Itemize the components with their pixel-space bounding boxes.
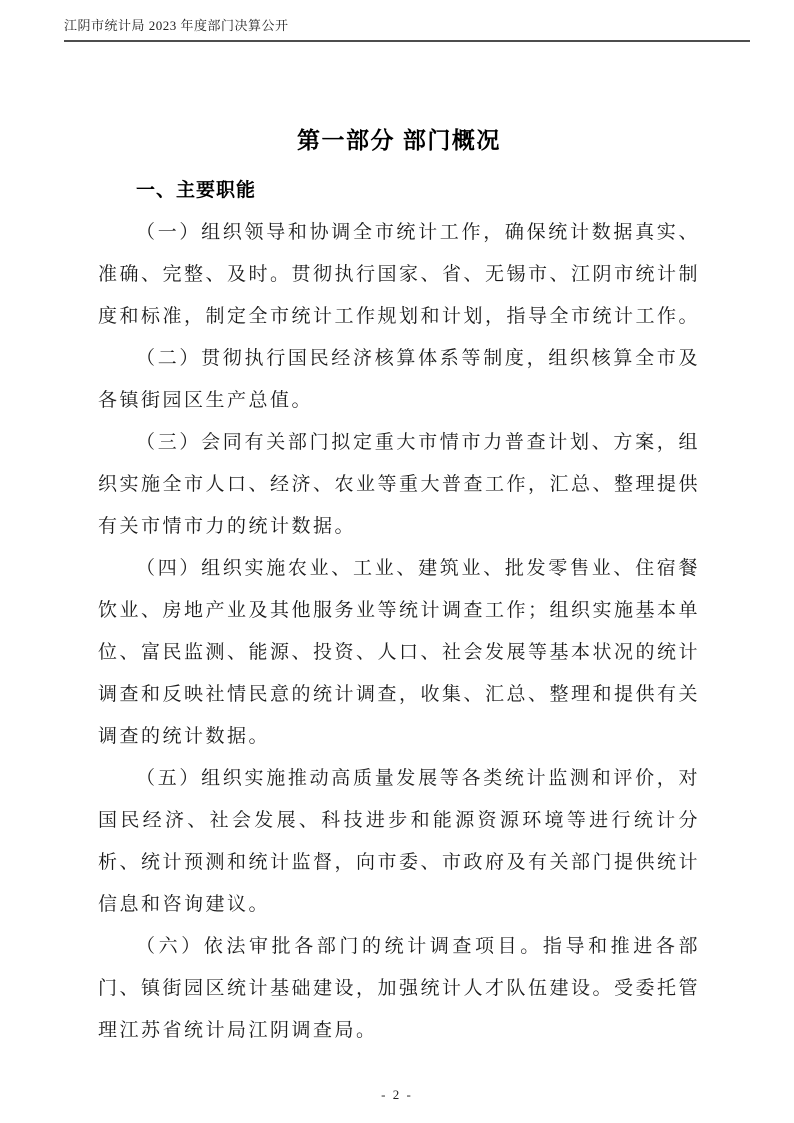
paragraph-6: （六）依法审批各部门的统计调查项目。指导和推进各部门、镇街园区统计基础建设，加强统计人才队伍建设。受委托管理江苏省统计局江阴调查局。 [98,936,701,1041]
page-header [64,16,750,42]
paragraph-1: （一）组织领导和协调全市统计工作，确保统计数据真实、准确、完整、及时。贯彻执行国家、省、无锡市、江阴市统计制度和标准，制定全市统计工作规划和计划，指导全市统计工作。 [98,222,701,327]
section-heading: 一、主要职能 [136,180,257,201]
page-footer [0,1087,794,1103]
page-title: 第一部分 部门概况 [297,127,501,153]
paragraph-2: （二）贯彻执行国民经济核算体系等制度，组织核算全市及各镇街园区生产总值。 [98,348,700,411]
page-number: - 2 - [381,1087,413,1102]
document-body [98,118,700,1052]
paragraph-4: （四）组织实施农业、工业、建筑业、批发零售业、住宿餐饮业、房地产业及其他服务业等统计调查工作；组织实施基本单位、富民监测、能源、投资、人口、社会发展等基本状况的统计调查和反映社情民意的统计调查，收集、汇总、整理和提供有关调查的统计数据。 [98,558,701,747]
paragraph-5: （五）组织实施推动高质量发展等各类统计监测和评价，对国民经济、社会发展、科技进步和能源资源环境等进行统计分析、统计预测和统计监督，向市委、市政府及有关部门提供统计信息和咨询建议。 [98,768,701,915]
header-title: 江阴市统计局 2023 年度部门决算公开 [64,18,289,33]
paragraph-3: （三）会同有关部门拟定重大市情市力普查计划、方案，组织实施全市人口、经济、农业等重大普查工作，汇总、整理提供有关市情市力的统计数据。 [98,432,701,537]
